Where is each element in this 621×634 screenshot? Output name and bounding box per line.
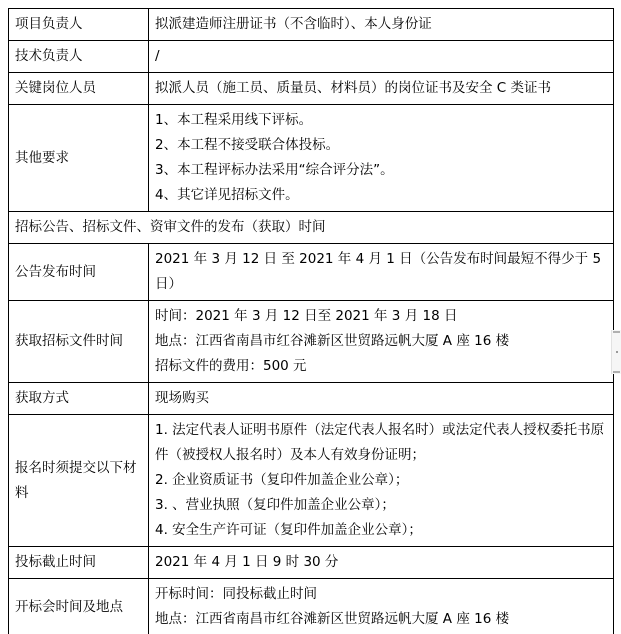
row-label-registration-materials: 报名时须提交以下材料 bbox=[9, 415, 149, 547]
row-label-key-post-personnel: 关键岗位人员 bbox=[9, 73, 149, 105]
table-row bbox=[9, 579, 614, 634]
value-line: 3. 、营业执照（复印件加盖企业公章）； bbox=[155, 497, 395, 513]
row-label-announcement-publish-time: 公告发布时间 bbox=[9, 244, 149, 301]
value-line: 2、本工程不接受联合体投标。 bbox=[155, 137, 340, 153]
table-row bbox=[9, 212, 614, 244]
row-label-bid-deadline: 投标截止时间 bbox=[9, 547, 149, 579]
table-row bbox=[9, 301, 614, 383]
table-row bbox=[9, 105, 614, 212]
table-row bbox=[9, 244, 614, 301]
row-label-technical-leader: 技术负责人 bbox=[9, 41, 149, 73]
row-label-project-leader: 项目负责人 bbox=[9, 9, 149, 41]
scrollbar-cap-bottom bbox=[613, 371, 620, 373]
table-row bbox=[9, 41, 614, 73]
row-value-bid-document-acquire-time bbox=[149, 301, 614, 383]
row-value-acquire-method bbox=[149, 383, 614, 415]
row-label-acquire-method: 获取方式 bbox=[9, 383, 149, 415]
value-line: 4、其它详见招标文件。 bbox=[155, 187, 299, 203]
table-row bbox=[9, 415, 614, 547]
value-line: 开标时间：同投标截止时间 bbox=[155, 586, 317, 602]
value-line: 2. 企业资质证书（复印件加盖企业公章）； bbox=[155, 472, 409, 488]
row-label-other-requirements: 其他要求 bbox=[9, 105, 149, 212]
value-line: / bbox=[155, 48, 160, 64]
row-value-bid-deadline bbox=[149, 547, 614, 579]
row-label-bid-document-acquire-time: 获取招标文件时间 bbox=[9, 301, 149, 383]
row-value-key-post-personnel bbox=[149, 73, 614, 105]
value-line: 地点：江西省南昌市红谷滩新区世贸路远帆大厦 A 座 16 楼 bbox=[155, 333, 510, 349]
value-line: 招标文件的费用：500 元 bbox=[155, 358, 307, 374]
value-line: 1. 法定代表人证明书原件（法定代表人报名时）或法定代表人授权委托书原件（被授权人报名时）及本人有效身份证明； bbox=[155, 422, 605, 463]
scrollbar-thumb[interactable] bbox=[611, 330, 621, 374]
value-line: 时间：2021 年 3 月 12 日至 2021 年 3 月 18 日 bbox=[155, 308, 458, 324]
value-line: 现场购买 bbox=[155, 390, 209, 406]
value-line: 拟派建造师注册证书（不含临时）、本人身份证 bbox=[155, 16, 432, 32]
row-value-registration-materials bbox=[149, 415, 614, 547]
value-line: 4. 安全生产许可证（复印件加盖企业公章）； bbox=[155, 522, 422, 538]
row-value-project-leader bbox=[149, 9, 614, 41]
table-row bbox=[9, 9, 614, 41]
value-line: 2021 年 4 月 1 日 9 时 30 分 bbox=[155, 554, 339, 570]
value-line: 地点：江西省南昌市红谷滩新区世贸路远帆大厦 A 座 16 楼 bbox=[155, 611, 510, 627]
value-line: 2021 年 3 月 12 日 至 2021 年 4 月 1 日（公告发布时间最短不得少于 5 日） bbox=[155, 251, 602, 292]
row-value-announcement-publish-time bbox=[149, 244, 614, 301]
table-row bbox=[9, 73, 614, 105]
scrollbar-cap-top bbox=[613, 331, 620, 333]
tender-info-table bbox=[8, 8, 614, 634]
table-row bbox=[9, 383, 614, 415]
row-value-bid-opening-time-place bbox=[149, 579, 614, 634]
value-line: 3、本工程评标办法采用“综合评分法”。 bbox=[155, 162, 394, 178]
scrollbar-grip-icon bbox=[616, 351, 618, 353]
row-value-other-requirements bbox=[149, 105, 614, 212]
value-line: 拟派人员（施工员、质量员、材料员）的岗位证书及安全 C 类证书 bbox=[155, 80, 552, 96]
row-label-bid-opening-time-place: 开标会时间及地点 bbox=[9, 579, 149, 634]
value-line: 1、本工程采用线下评标。 bbox=[155, 112, 313, 128]
table-row bbox=[9, 547, 614, 579]
row-full-announcement-section-header: 招标公告、招标文件、资审文件的发布（获取）时间 bbox=[9, 212, 614, 244]
row-value-technical-leader bbox=[149, 41, 614, 73]
